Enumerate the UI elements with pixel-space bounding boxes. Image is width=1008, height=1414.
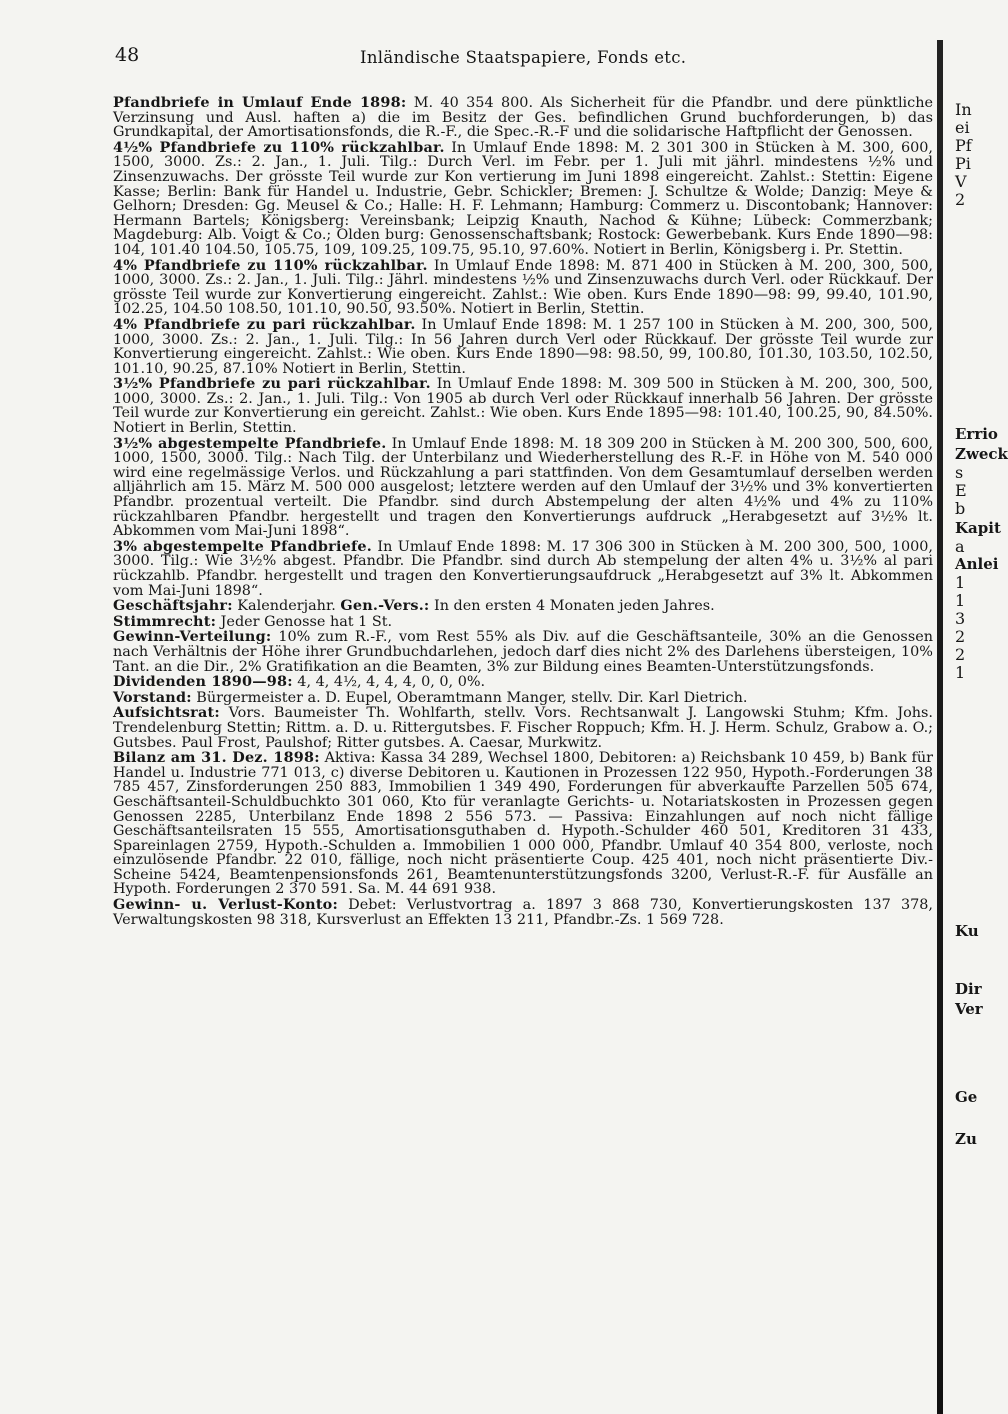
margin-fragment: 1 <box>955 663 966 682</box>
entry-heading: 3½% abgestempelte Pfandbriefe. <box>113 434 387 452</box>
entry-body: In Umlauf Ende 1898: M. 309 500 in Stücken à M. 200, 300, 500, 1000, 3000. Zs.: 2. Jan., 1. Juli. Tilg.: Von 1905 ab durch Verl oder Rückkauf innerhalb 56 Jahren. Der grösste Teil wurde zur Konvertierung ein gereicht. Zahlst.: Wie oben. Kurs Ende 1895—98: 101.40, 100.25, 90, 84.50%. Notiert in Berlin, Stettin. <box>113 376 933 437</box>
margin-fragment: 2 <box>955 627 966 646</box>
page-gutter-shadow <box>937 40 943 1414</box>
entry-dividenden <box>113 675 933 690</box>
entry-heading: 4½% Pfandbriefe zu 110% rückzahlbar. <box>113 138 445 156</box>
entry-body: In Umlauf Ende 1898: M. 2 301 300 in Stücken à M. 300, 600, 1500, 3000. Zs.: 2. Jan., 1. Juli. Tilg.: Durch Verl. im Febr. per 1. Juli mit jährl. mindestens ½% und Zinsenzuwachs. Der grösste Teil wurde zur Kon vertierung im Juni 1898 eingereicht. Zahlst.: Stettin: Eigene Kasse; Berlin: Bank für Handel u. Industrie, Gebr. Schickler; Bremen: J. Schultze & Wolde; Danzig: Meye & Gelhorn; Dresden: Gg. Meusel & Co.; Halle: H. F. Lehmann; Hamburg: Commerz u. Discontobank; Hannover: Hermann Bartels; Königsberg: Vereinsbank; Leipzig Knauth, Nachod & Kühne; Lübeck: Commerzbank; Magdeburg: Alb. Voigt & Co.; Olden burg: Genossenschaftsbank; Rostock: Gewerbebank. Kurs Ende 1890—98: 104, 101.40 104.50, 105.75, 109, 109.25, 109.75, 95.10, 97.60%. Notiert in Berlin, Königsberg i. Pr. Stettin. <box>113 139 933 258</box>
margin-fragment: Ku <box>955 922 979 940</box>
adjacent-page-edge <box>955 0 1008 1414</box>
entry-body: M. 40 354 800. Als Sicherheit für die Pfandbr. und dere pünktliche Verzinsung und Ausl. haften a) die im Besitz der Ges. befindlichen Grund buchforderungen, b) das Grundkapital, der Amortisationsfonds, die R.-F., die Spec.-R.-F und die solidarische Haftpflicht der Genossen. <box>113 95 934 141</box>
margin-fragment: E <box>955 481 967 500</box>
entry-heading: 3½% Pfandbriefe zu pari rückzahlbar. <box>113 375 431 393</box>
margin-fragment: 2 <box>955 645 966 664</box>
margin-fragment: Anlei <box>955 555 999 573</box>
margin-fragment: Pf <box>955 136 972 155</box>
main-column <box>113 96 933 1386</box>
entry-heading: 3% abgestempelte Pfandbriefe. <box>113 537 372 555</box>
entry-4-pfandbriefe-pari <box>113 315 933 377</box>
entry-3-abgestempelte <box>113 537 934 599</box>
page-number: 48 <box>115 44 140 66</box>
entry-aufsichtsrat <box>113 706 933 750</box>
margin-fragment: Zweck <box>955 445 1008 463</box>
margin-fragment: In <box>955 100 972 119</box>
entry-body: Debet: Verlustvortrag a. 1897 3 868 730, Konvertierungskosten 137 378, Verwaltungskosten 98 318, Kursverlust an Effekten 13 211, Pfandbr.-Zs. 1 569 728. <box>113 897 934 928</box>
entry-heading: Pfandbriefe in Umlauf Ende 1898: <box>113 94 407 111</box>
running-title: Inländische Staatspapiere, Fonds etc. <box>360 48 687 67</box>
entry-body: In Umlauf Ende 1898: M. 18 309 200 in Stücken à M. 200 300, 500, 600, 1000, 1500, 3000. Tilg.: Nach Tilg. der Unterbilanz und Wiederherstellung des R.-F. in Höhe von M. 540 000 wird eine regelmässige Verlos. und Rückzahlung a pari stattfinden. Von dem Gesamtumlauf derselben werden alljährlich am 15. März M. 500 000 ausgelost; letztere werden auf den Umlauf der 3½% und 3% konvertierten Pfandbr. prozentual verteilt. Die Pfandbr. sind durch Abstempelung der alten 4½% und 4% zu 110% rückzahlbaren Pfandbr. hergestellt und tragen den Konvertierungs aufdruck „Herabgesetzt auf 3½% lt. Abkommen vom Mai-Juni 1898“. <box>113 435 933 540</box>
margin-fragment: Ge <box>955 1088 978 1106</box>
entry-heading-gen-vers: Gen.-Vers.: <box>340 597 430 615</box>
margin-fragment: Ver <box>955 1000 983 1018</box>
margin-fragment: Kapit <box>955 519 1001 537</box>
entry-body: In Umlauf Ende 1898: M. 1 257 100 in Stücken à M. 200, 300, 500, 1000, 3000. Zs.: 2. Jan., 1. Juli. Tilg.: In 56 Jahren durch Verl oder Rückkauf. Der grösste Teil wurde zur Konvertierung eingereicht. Zahlst.: Wie oben. Kurs Ende 1890—98: 98.50, 99, 100.80, 101.30, 103.50, 102.50, 101.10, 90.25, 87.10% Notiert in Berlin, Stettin. <box>113 316 933 377</box>
entry-heading: 4% Pfandbriefe zu pari rückzahlbar. <box>113 315 416 333</box>
margin-fragment: Dir <box>955 980 982 998</box>
margin-fragment: Errio <box>955 425 998 443</box>
margin-fragment: ei <box>955 118 970 137</box>
entry-body: In Umlauf Ende 1898: M. 871 400 in Stücken à M. 200, 300, 500, 1000, 3000. Zs.: 2. Jan., 1. Juli. Tilg.: Jährl. mindestens ½% und Zinsenzuwachs durch Verl. oder Rückkauf. Der grösste Teil wurde zur Konvertierung eingereicht. Zahlst.: Wie oben. Kurs Ende 1890—98: 99, 99.40, 101.90, 102.25, 104.50 108.50, 101.10, 90.50, 93.50%. Notiert in Berlin, Stettin. <box>113 257 933 318</box>
margin-fragment: 2 <box>955 190 966 209</box>
entry-heading: Aufsichtsrat: <box>113 704 220 722</box>
margin-fragment: V <box>955 172 967 191</box>
margin-fragment: b <box>955 499 966 518</box>
entry-4-5-pfandbriefe-110 <box>113 138 933 258</box>
entry-heading: Stimmrecht: <box>113 612 217 630</box>
entry-body: In Umlauf Ende 1898: M. 17 306 300 in Stücken à M. 200 300, 500, 1000, 3000. Tilg.: Wie 3½% abgest. Pfandbr. Die Pfandbr. sind durch Ab stempelung der alten 4% u. 3½% al pari rückzahlb. Pfandbr. hergestellt und tragen den Konvertierungsaufdruck „Herabgesetzt auf 3% lt. Abkommen vom Mai-Juni 1898“. <box>113 538 934 599</box>
entry-heading: Dividenden 1890—98: <box>113 673 293 691</box>
margin-fragment: 1 <box>955 573 966 592</box>
margin-fragment: 1 <box>955 591 966 610</box>
entry-body: Kalenderjahr. <box>232 598 341 615</box>
margin-fragment: 3 <box>955 609 966 628</box>
entry-vorstand <box>113 688 933 706</box>
entry-body: Vors. Baumeister Th. Wohlfarth, stellv. Vors. Rechtsanwalt J. Langowski Stuhm; Kfm. Johs. Trendelenburg Stettin; Rittm. a. D. u. Rittergutsbes. F. Fischer Roppuch; Kfm. H. J. Herm. Schulz, Grabow a. O.; Gutsbes. Paul Frost, Paulshof; Ritter gutsbes. A. Caesar, Murkwitz. <box>113 705 933 751</box>
entry-heading: Vorstand: <box>113 688 192 706</box>
entry-heading: 4% Pfandbriefe zu 110% rückzahlbar. <box>113 256 428 274</box>
entry-heading: Gewinn-Verteilung: <box>113 628 272 646</box>
entry-body: Aktiva: Kassa 34 289, Wechsel 1800, Debitoren: a) Reichsbank 10 459, b) Bank für Handel u. Industrie 771 013, c) diverse Debitoren u. Kautionen in Prozessen 122 950, Hypoth.-Forderungen 38 785 457, Zinsforderungen 250 883, Immobilien 1 349 490, Forderungen für abverkaufte Parzellen 505 674, Geschäftsanteil-Schuldbuchkto 301 060, Kto für veranlagte Gerichts- u. Notariatskosten in Prozessen gegen Genossen 2285, Unterbilanz Ende 1898 2 556 573. — Passiva: Einzahlungen auf noch nicht fällige Geschäftsanteilsraten 15 555, Amortisationsguthaben d. Hypoth.-Schulder 460 501, Kreditoren 31 433, Spareinlagen 2759, Hypoth.-Schulden a. Immobilien 1 000 000, Pfandbr. Umlauf 40 354 800, verloste, noch einzulösende Pfandbr. 22 010, fällige, noch nicht präsentierte Coup. 425 401, noch nicht präsentierte Div.-Scheine 5424, Beamtenpensionsfonds 261, Beamtenunterstützungsfonds 3200, Verlust-R.-F. für Ausfälle an Hypoth. Forderungen 2 370 591. Sa. M. 44 691 938. <box>113 750 933 898</box>
entry-gewinn-verlust-konto <box>113 898 933 927</box>
margin-fragment: Pi <box>955 154 971 173</box>
entry-geschaeftsjahr <box>113 599 933 614</box>
margin-fragment: Zu <box>955 1130 977 1148</box>
entry-heading: Bilanz am 31. Dez. 1898: <box>113 749 320 767</box>
entry-pfandbriefe-umlauf <box>113 96 933 140</box>
entry-3-5-pfandbriefe-pari <box>113 377 933 435</box>
margin-fragment: s <box>955 463 964 482</box>
entry-3-5-abgestempelte <box>113 434 933 540</box>
entry-heading: Gewinn- u. Verlust-Konto: <box>113 896 338 914</box>
entry-stimmrecht <box>113 612 933 630</box>
margin-fragment: a <box>955 537 965 556</box>
entry-4-pfandbriefe-110 <box>113 256 933 318</box>
entry-body: Jeder Genosse hat 1 St. <box>216 613 393 630</box>
entry-gewinn-verteilung <box>113 630 933 674</box>
entry-body: 4, 4, 4½, 4, 4, 4, 0, 0, 0%. <box>292 674 486 691</box>
entry-heading: Geschäftsjahr: <box>113 597 233 615</box>
entry-bilanz <box>113 751 933 897</box>
entry-body: Bürgermeister a. D. Eupel, Oberamtmann Manger, stellv. Dir. Karl Dietrich. <box>191 689 748 706</box>
entry-body: 10% zum R.-F., vom Rest 55% als Div. auf die Geschäftsanteile, 30% an die Genossen nach Verhältnis der Höhe ihrer Grundbuchdarlehen, jedoch darf dies nicht 2% des Darlehens übersteigen, 10% Tant. an die Dir., 2% Gratifikation an die Beamten, 3% zur Bildung eines Beamten-Unterstützungsfonds. <box>113 629 933 675</box>
entry-body-gen-vers: In den ersten 4 Monaten jeden Jahres. <box>429 598 715 615</box>
